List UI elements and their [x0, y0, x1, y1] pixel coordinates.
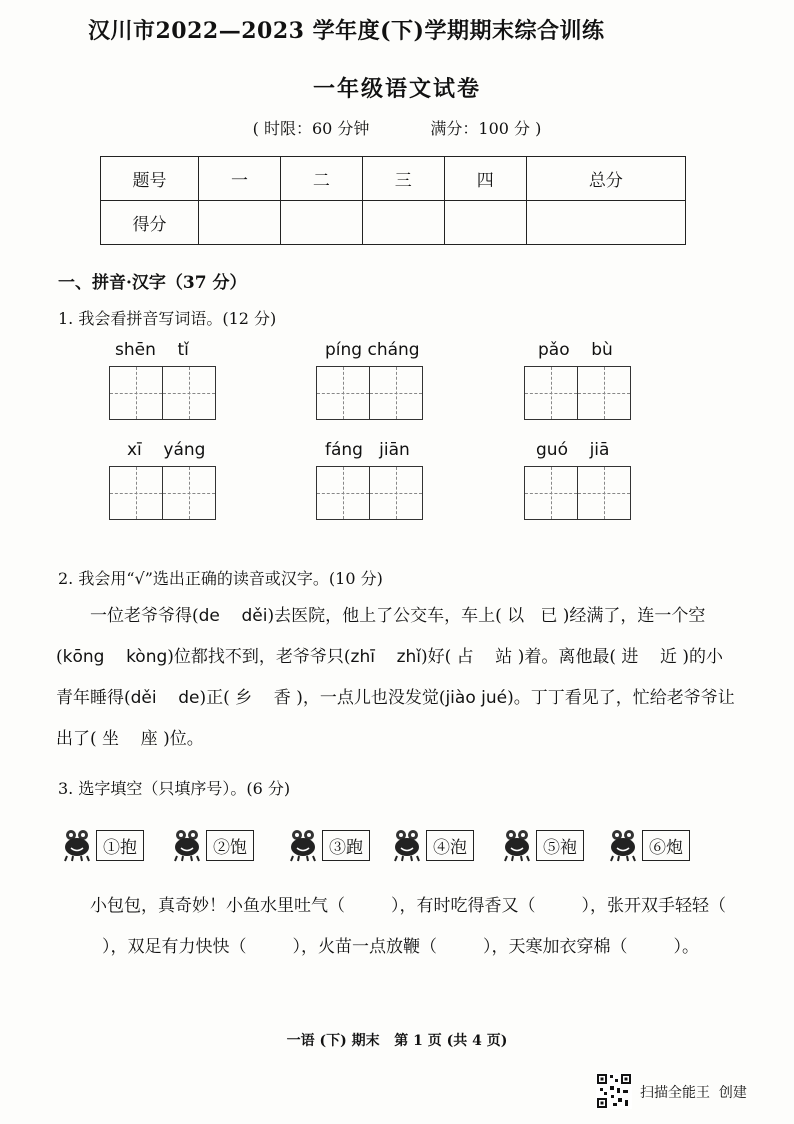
score-header-cell: 一 [199, 157, 281, 201]
q2-choice-10[interactable]: 坐 座 [96, 729, 164, 749]
writing-cell[interactable] [110, 467, 163, 519]
q2-choice-1[interactable]: de děi [198, 606, 268, 626]
qr-code-icon [596, 1073, 632, 1109]
option-label: ⑥炮 [642, 830, 690, 861]
writing-cell[interactable] [110, 367, 163, 419]
q3-option-2 [172, 828, 254, 862]
q2-prompt: 2. 我会用“√”选出正确的读音或汉字。(10 分) [58, 569, 383, 588]
q1-writing-grid-2[interactable] [316, 366, 423, 420]
score-header-cell: 三 [362, 157, 444, 201]
exam-meta [0, 116, 794, 139]
score-table [100, 156, 686, 245]
option-label: ②饱 [206, 830, 254, 861]
writing-cell[interactable] [317, 467, 370, 519]
writing-cell[interactable] [578, 367, 630, 419]
score-header-cell: 题号 [101, 157, 199, 201]
q1-pinyin-1: shēn tǐ [115, 340, 189, 360]
exam-header-title: 汉川市2022—2023 学年度(下)学期期末综合训练 [88, 18, 605, 44]
frog-icon [288, 828, 318, 862]
score-table-score-row [101, 201, 686, 245]
writing-cell[interactable] [317, 367, 370, 419]
q1-pinyin-5: fáng jiān [325, 440, 410, 460]
q3-option-3 [288, 828, 370, 862]
section-1-title: 一、拼音·汉字（37 分） [58, 273, 247, 293]
scanner-watermark: 扫描全能王 创建 [640, 1085, 747, 1101]
q2-text: )好( [421, 647, 452, 667]
q3-paragraph [56, 886, 736, 968]
q3-option-4 [392, 828, 474, 862]
q1-writing-grid-3[interactable] [524, 366, 631, 420]
frog-icon [608, 828, 638, 862]
q2-choice-9[interactable]: jiào jué [445, 688, 508, 708]
q2-choice-6[interactable]: 进 近 [615, 647, 683, 667]
option-label: ⑤袍 [536, 830, 584, 861]
q1-pinyin-3: pǎo bù [538, 340, 613, 360]
frog-icon [172, 828, 202, 862]
score-cell[interactable] [526, 201, 685, 245]
option-label: ①抱 [96, 830, 144, 861]
q3-option-1 [62, 828, 144, 862]
frog-icon [502, 828, 532, 862]
page-footer: 一语 (下) 期末 第 1 页 (共 4 页) [286, 1033, 508, 1049]
writing-cell[interactable] [370, 367, 422, 419]
q1-writing-grid-4[interactable] [109, 466, 216, 520]
q1-writing-grid-6[interactable] [524, 466, 631, 520]
score-header-cell: 总分 [526, 157, 685, 201]
q2-text: )位都找不到，老爷爷只( [167, 647, 351, 667]
q3-text: ），天寒加衣穿棉（ [483, 937, 628, 957]
score-cell[interactable] [362, 201, 444, 245]
writing-cell[interactable] [163, 367, 215, 419]
score-cell[interactable] [199, 201, 281, 245]
q2-text: )着。离他最( [517, 647, 616, 667]
q2-text: 一位老爷爷得( [90, 606, 199, 626]
writing-cell[interactable] [525, 467, 578, 519]
q1-pinyin-4: xī yáng [127, 440, 206, 460]
q1-pinyin-6: guó jiā [536, 440, 610, 460]
writing-cell[interactable] [525, 367, 578, 419]
writing-cell[interactable] [578, 467, 630, 519]
q3-text: ），张开双手轻轻（ [581, 896, 726, 916]
writing-cell[interactable] [163, 467, 215, 519]
option-label: ④泡 [426, 830, 474, 861]
q2-text: )去医院，他上了公交车，车上( [267, 606, 502, 626]
score-row-label: 得分 [101, 201, 199, 245]
q3-text: ），火苗一点放鞭（ [292, 937, 437, 957]
score-header-cell: 二 [280, 157, 362, 201]
q3-text: 小包包，真奇妙！小鱼水里吐气（ [90, 896, 345, 916]
writing-cell[interactable] [370, 467, 422, 519]
q2-choice-2[interactable]: 以 已 [501, 606, 563, 626]
time-limit: ( 时限：60 分钟 [252, 119, 370, 138]
q3-option-5 [502, 828, 584, 862]
q1-prompt: 1. 我会看拼音写词语。(12 分) [58, 309, 277, 328]
option-label: ③跑 [322, 830, 370, 861]
q2-choice-3[interactable]: kōng kòng [62, 647, 168, 667]
q3-text: ），有时吃得香又（ [391, 896, 536, 916]
q2-text: )，一点儿也没发觉( [296, 688, 446, 708]
frog-icon [392, 828, 422, 862]
q3-text: ），双足有力快快（ [102, 937, 247, 957]
score-table-header-row [101, 157, 686, 201]
score-cell[interactable] [444, 201, 526, 245]
q2-text: )位。 [163, 729, 204, 749]
full-score: 满分：100 分 ) [430, 119, 542, 138]
q1-pinyin-2: píng cháng [325, 340, 420, 360]
frog-icon [62, 828, 92, 862]
q2-text: )的小青年睡得( [56, 647, 724, 708]
q3-prompt: 3. 选字填空（只填序号）。(6 分) [58, 779, 291, 798]
q2-text: )正( [199, 688, 230, 708]
q2-choice-7[interactable]: děi de [130, 688, 200, 708]
q2-paragraph [56, 596, 736, 760]
score-cell[interactable] [280, 201, 362, 245]
q3-text: ）。 [673, 937, 699, 957]
q3-option-6 [608, 828, 690, 862]
q2-choice-8[interactable]: 乡 香 [229, 688, 297, 708]
q2-choice-5[interactable]: 占 站 [451, 647, 518, 667]
score-header-cell: 四 [444, 157, 526, 201]
q1-writing-grid-1[interactable] [109, 366, 216, 420]
q2-choice-4[interactable]: zhī zhǐ [350, 647, 422, 667]
q1-writing-grid-5[interactable] [316, 466, 423, 520]
q2-text: )。丁丁看见了，忙给老爷爷让出了( [56, 688, 735, 749]
exam-subtitle: 一年级语文试卷 [312, 76, 481, 102]
q2-text: )经满了，连一个空( [56, 606, 706, 667]
